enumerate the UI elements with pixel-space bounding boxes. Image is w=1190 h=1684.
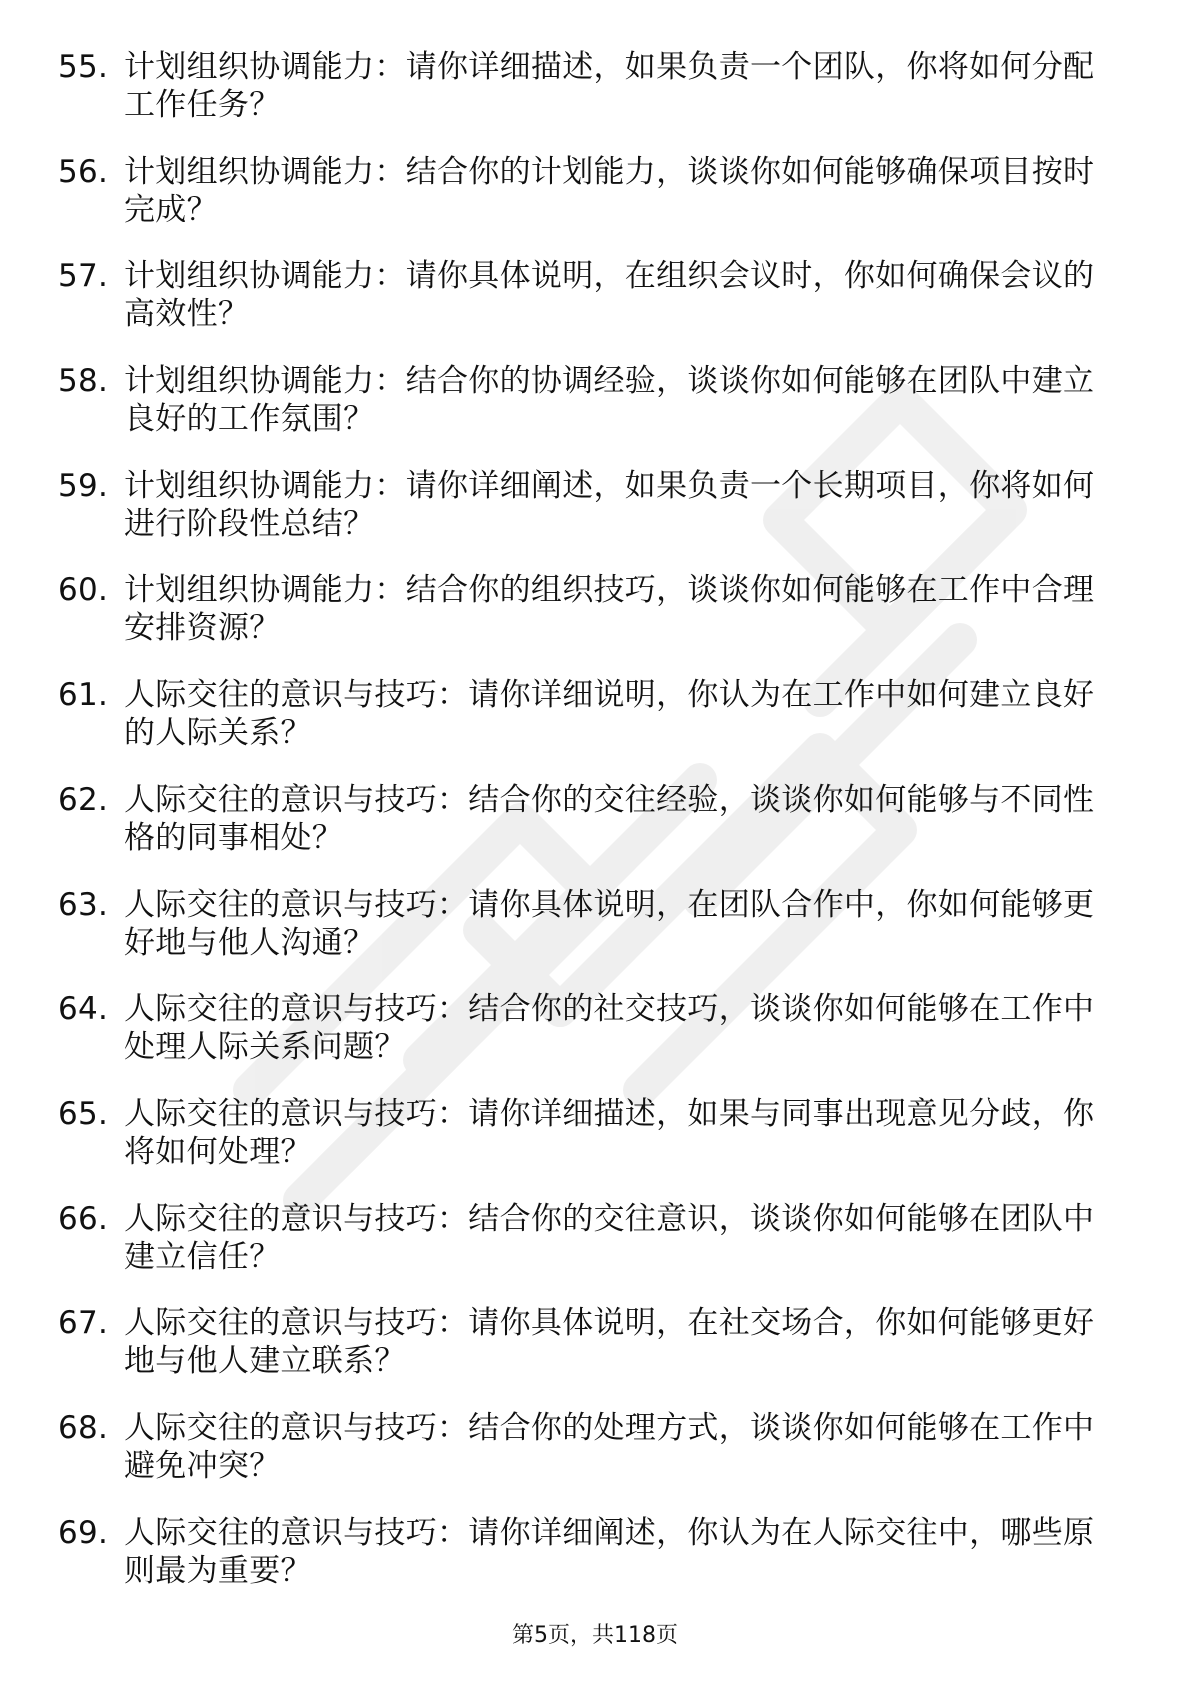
list-item — [58, 362, 1118, 438]
question-text: 人际交往的意识与技巧：结合你的社交技巧，谈谈你如何能够在工作中处理人际关系问题？ — [124, 991, 1095, 1066]
list-item — [58, 153, 1118, 229]
page-footer: 第5页，共118页 — [512, 1623, 678, 1648]
question-number: 61. — [58, 677, 109, 714]
question-number: 59. — [58, 467, 109, 504]
question-number: 62. — [58, 781, 109, 818]
question-text: 计划组织协调能力：结合你的协调经验，谈谈你如何能够在团队中建立良好的工作氛围？ — [124, 363, 1095, 438]
question-number: 64. — [58, 991, 109, 1028]
question-text: 人际交往的意识与技巧：请你详细描述，如果与同事出现意见分歧，你将如何处理？ — [124, 1095, 1095, 1170]
question-text: 计划组织协调能力：结合你的组织技巧，谈谈你如何能够在工作中合理安排资源？ — [124, 572, 1095, 647]
list-item — [58, 676, 1118, 752]
list-item — [58, 886, 1118, 962]
list-item — [58, 1200, 1118, 1276]
question-number: 58. — [58, 363, 109, 400]
question-text: 人际交往的意识与技巧：结合你的处理方式，谈谈你如何能够在工作中避免冲突？ — [124, 1409, 1095, 1484]
list-item — [58, 1409, 1118, 1485]
question-text: 人际交往的意识与技巧：结合你的交往经验，谈谈你如何能够与不同性格的同事相处？ — [124, 781, 1095, 856]
question-number: 60. — [58, 572, 109, 609]
question-text: 计划组织协调能力：请你具体说明，在组织会议时，你如何确保会议的高效性？ — [124, 258, 1095, 333]
question-text: 计划组织协调能力：请你详细描述，如果负责一个团队，你将如何分配工作任务？ — [124, 49, 1095, 123]
list-item — [58, 1095, 1118, 1171]
question-text: 人际交往的意识与技巧：请你详细阐述，你认为在人际交往中，哪些原则最为重要？ — [124, 1514, 1095, 1589]
question-text: 计划组织协调能力：结合你的计划能力，谈谈你如何能够确保项目按时完成？ — [124, 153, 1095, 228]
question-text: 人际交往的意识与技巧：请你详细说明，你认为在工作中如何建立良好的人际关系？ — [124, 677, 1095, 752]
list-item — [58, 1514, 1118, 1590]
question-text: 人际交往的意识与技巧：请你具体说明，在团队合作中，你如何能够更好地与他人沟通？ — [124, 886, 1095, 961]
question-text: 计划组织协调能力：请你详细阐述，如果负责一个长期项目，你将如何进行阶段性总结？ — [124, 467, 1095, 542]
question-number: 66. — [58, 1200, 109, 1237]
question-list — [58, 48, 1118, 1618]
question-number: 55. — [58, 49, 109, 85]
list-item — [58, 257, 1118, 333]
list-item — [58, 48, 1118, 124]
question-number: 57. — [58, 258, 109, 295]
question-text: 人际交往的意识与技巧：结合你的交往意识，谈谈你如何能够在团队中建立信任？ — [124, 1200, 1095, 1275]
question-number: 63. — [58, 886, 109, 923]
question-number: 56. — [58, 153, 109, 190]
question-number: 69. — [58, 1514, 109, 1551]
list-item — [58, 571, 1118, 647]
question-number: 65. — [58, 1095, 109, 1132]
question-number: 67. — [58, 1305, 109, 1342]
list-item — [58, 990, 1118, 1066]
list-item — [58, 1304, 1118, 1380]
list-item — [58, 467, 1118, 543]
list-item — [58, 781, 1118, 857]
question-number: 68. — [58, 1409, 109, 1446]
question-text: 人际交往的意识与技巧：请你具体说明，在社交场合，你如何能够更好地与他人建立联系？ — [124, 1305, 1095, 1380]
